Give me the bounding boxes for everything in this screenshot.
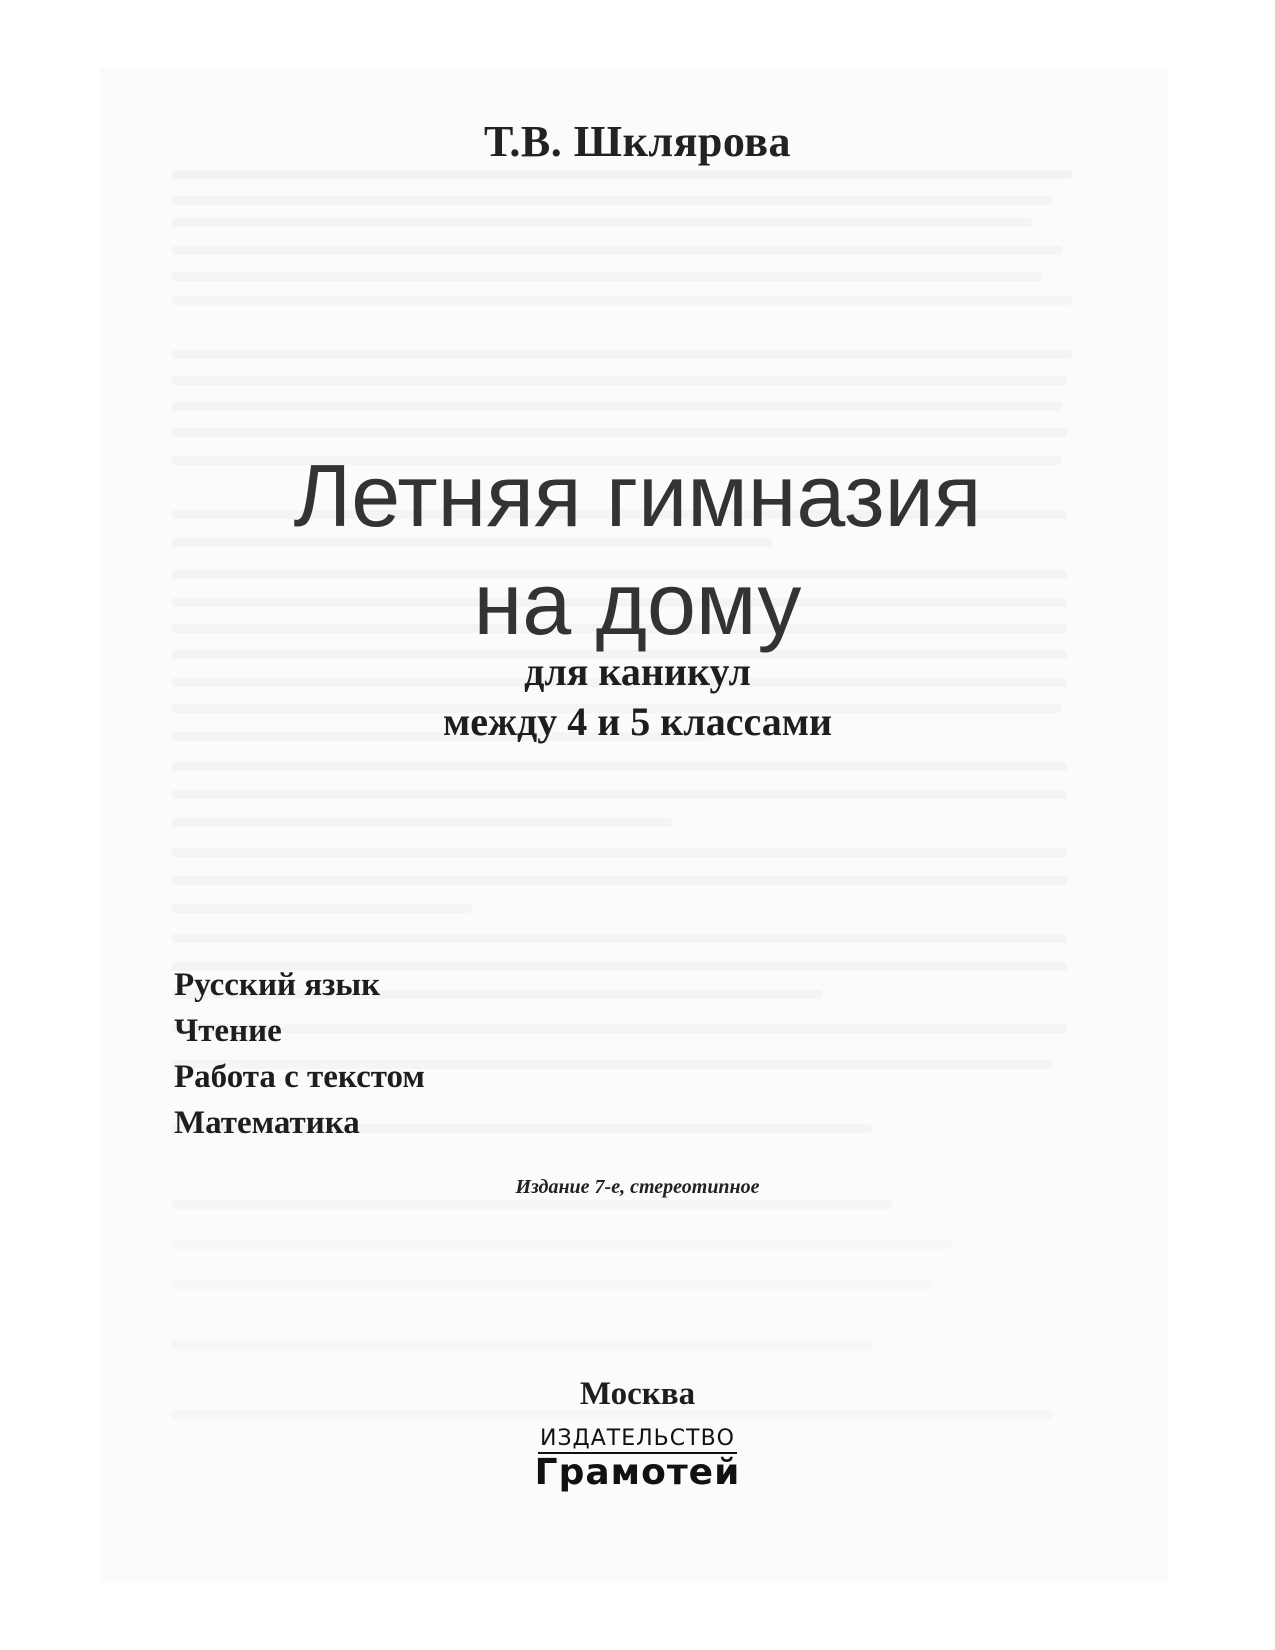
subtitle-line-1: для каникул [524, 649, 751, 694]
subject-item: Чтение [174, 1013, 282, 1049]
publication-city: Москва [579, 1376, 696, 1412]
subject-item: Русский язык [174, 967, 381, 1003]
author-name: Т.В. Шклярова [483, 117, 792, 166]
publisher-logo-top: ИЗДАТЕЛЬСТВО [538, 1426, 737, 1454]
subject-item: Работа с текстом [174, 1059, 425, 1095]
publisher-logo-name: Грамотей [534, 1452, 741, 1493]
book-title-line-1: Летняя гимназия [293, 446, 982, 545]
book-title-line-2: на дому [473, 554, 802, 653]
subjects-list [174, 962, 425, 1146]
subtitle-line-2: между 4 и 5 классами [442, 699, 833, 744]
subject-item: Математика [174, 1105, 360, 1141]
edition-note: Издание 7-е, стереотипное [515, 1176, 760, 1198]
